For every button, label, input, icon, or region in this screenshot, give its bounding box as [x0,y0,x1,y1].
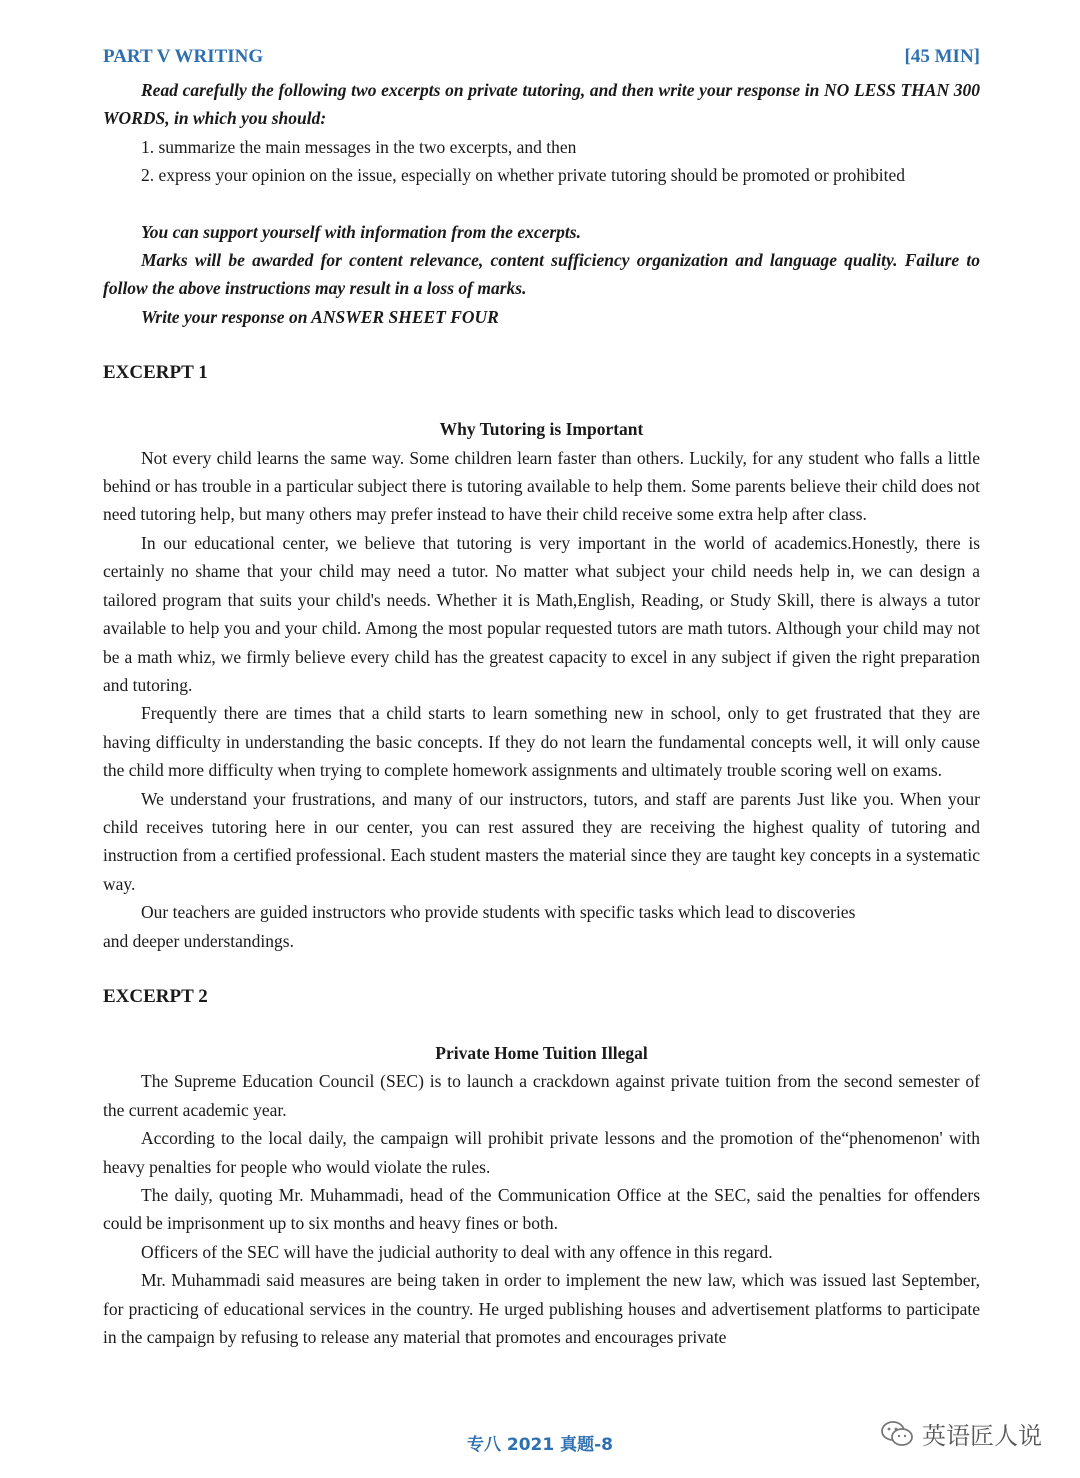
instructions-intro: Read carefully the following two excerpts on private tutoring, and then write your response in NO LESS THAN 300 WORDS, in which you should: [103,80,980,129]
excerpt-2-paragraph: The daily, quoting Mr. Muhammadi, head of the Communication Office at the SEC, said the penalties for offenders could be imprisonment up to six months and heavy fines or both. [103,1185,980,1234]
excerpt-2-label: EXCERPT 2 [103,985,208,1007]
excerpt-1-paragraph: Not every child learns the same way. Some children learn faster than others. Luckily, for any student who falls a little behind or has trouble in a particular subject there is tutoring available to help them. Some parents believe their child does not need tutoring help, but many others may prefer instead to have their child receive some extra help after class. [103,447,980,525]
excerpt-1-paragraph: and deeper understandings. [103,930,294,951]
excerpt-1-paragraph: Our teachers are guided instructors who provide students with specific tasks which lead to discoveries [141,902,856,923]
excerpt-2-paragraph: The Supreme Education Council (SEC) is to launch a crackdown against private tuition from the second semester of the current academic year. [103,1071,980,1120]
section-header [103,46,980,76]
instructions-marks: Marks will be awarded for content relevance, content sufficiency organization and language quality. Failure to follow the above instructions may result in a loss of marks. [103,250,980,299]
instruction-item-2: 2. express your opinion on the issue, especially on whether private tutoring should be promoted or prohibited [141,165,906,186]
watermark-text: 英语匠人说 [922,1422,1042,1450]
excerpt-1-paragraph: Frequently there are times that a child starts to learn something new in school, only to get frustrated that they are having difficulty in understanding the basic concepts. If they do not learn the fundamental concepts well, it will only cause the child more difficulty when trying to complete homework assignments and ultimately trouble scoring well on exams. [103,703,980,781]
watermark [880,1416,1042,1451]
document-page [103,46,980,1351]
excerpt-1-paragraph: We understand your frustrations, and many of our instructors, tutors, and staff are parents Just like you. When your child receives tutoring here in our center, you can rest assured they are receiving the highest quality of tutoring and instruction from a certified professional. Each student masters the material since they are taught key concepts in a systematic way. [103,788,980,894]
excerpt-2-title: Private Home Tuition Illegal [435,1042,648,1063]
instructions-write: Write your response on ANSWER SHEET FOUR [141,306,499,327]
excerpt-1-label: EXCERPT 1 [103,362,208,384]
wechat-icon [880,1420,914,1448]
instruction-item-1: 1. summarize the main messages in the two excerpts, and then [141,136,577,157]
page-footer: 专八 2021 真题-8 [466,1435,614,1455]
time-limit: [45 MIN] [904,46,980,67]
excerpt-2-paragraph: Officers of the SEC will have the judicial authority to deal with any offence in this regard. [141,1241,773,1262]
excerpt-2-paragraph: According to the local daily, the campaign will prohibit private lessons and the promotion of the“phenomenon' with heavy penalties for people who would violate the rules. [103,1128,980,1177]
section-title: PART V WRITING [103,46,264,67]
excerpt-2-paragraph: Mr. Muhammadi said measures are being taken in order to implement the new law, which was issued last September, for practicing of educational services in the country. He urged publishing houses and advertisement platforms to participate in the campaign by refusing to release any material that promotes and encourages private [103,1270,980,1348]
instructions-support: You can support yourself with information from the excerpts. [141,221,581,242]
excerpt-1-paragraph: In our educational center, we believe that tutoring is very important in the world of academics.Honestly, there is certainly no shame that your child may need a tutor. No matter what subject your child needs help in, we can design a tailored program that suits your child's needs. Whether it is Math,English, Reading, or Study Skill, there is always a tutor available to help you and your child. Among the most popular requested tutors are math tutors. Although your child may not be a math whiz, we firmly believe every child has the greatest capacity to excel in any subject if given the right preparation and tutoring. [103,532,980,695]
excerpt-1-title: Why Tutoring is Important [439,419,644,440]
